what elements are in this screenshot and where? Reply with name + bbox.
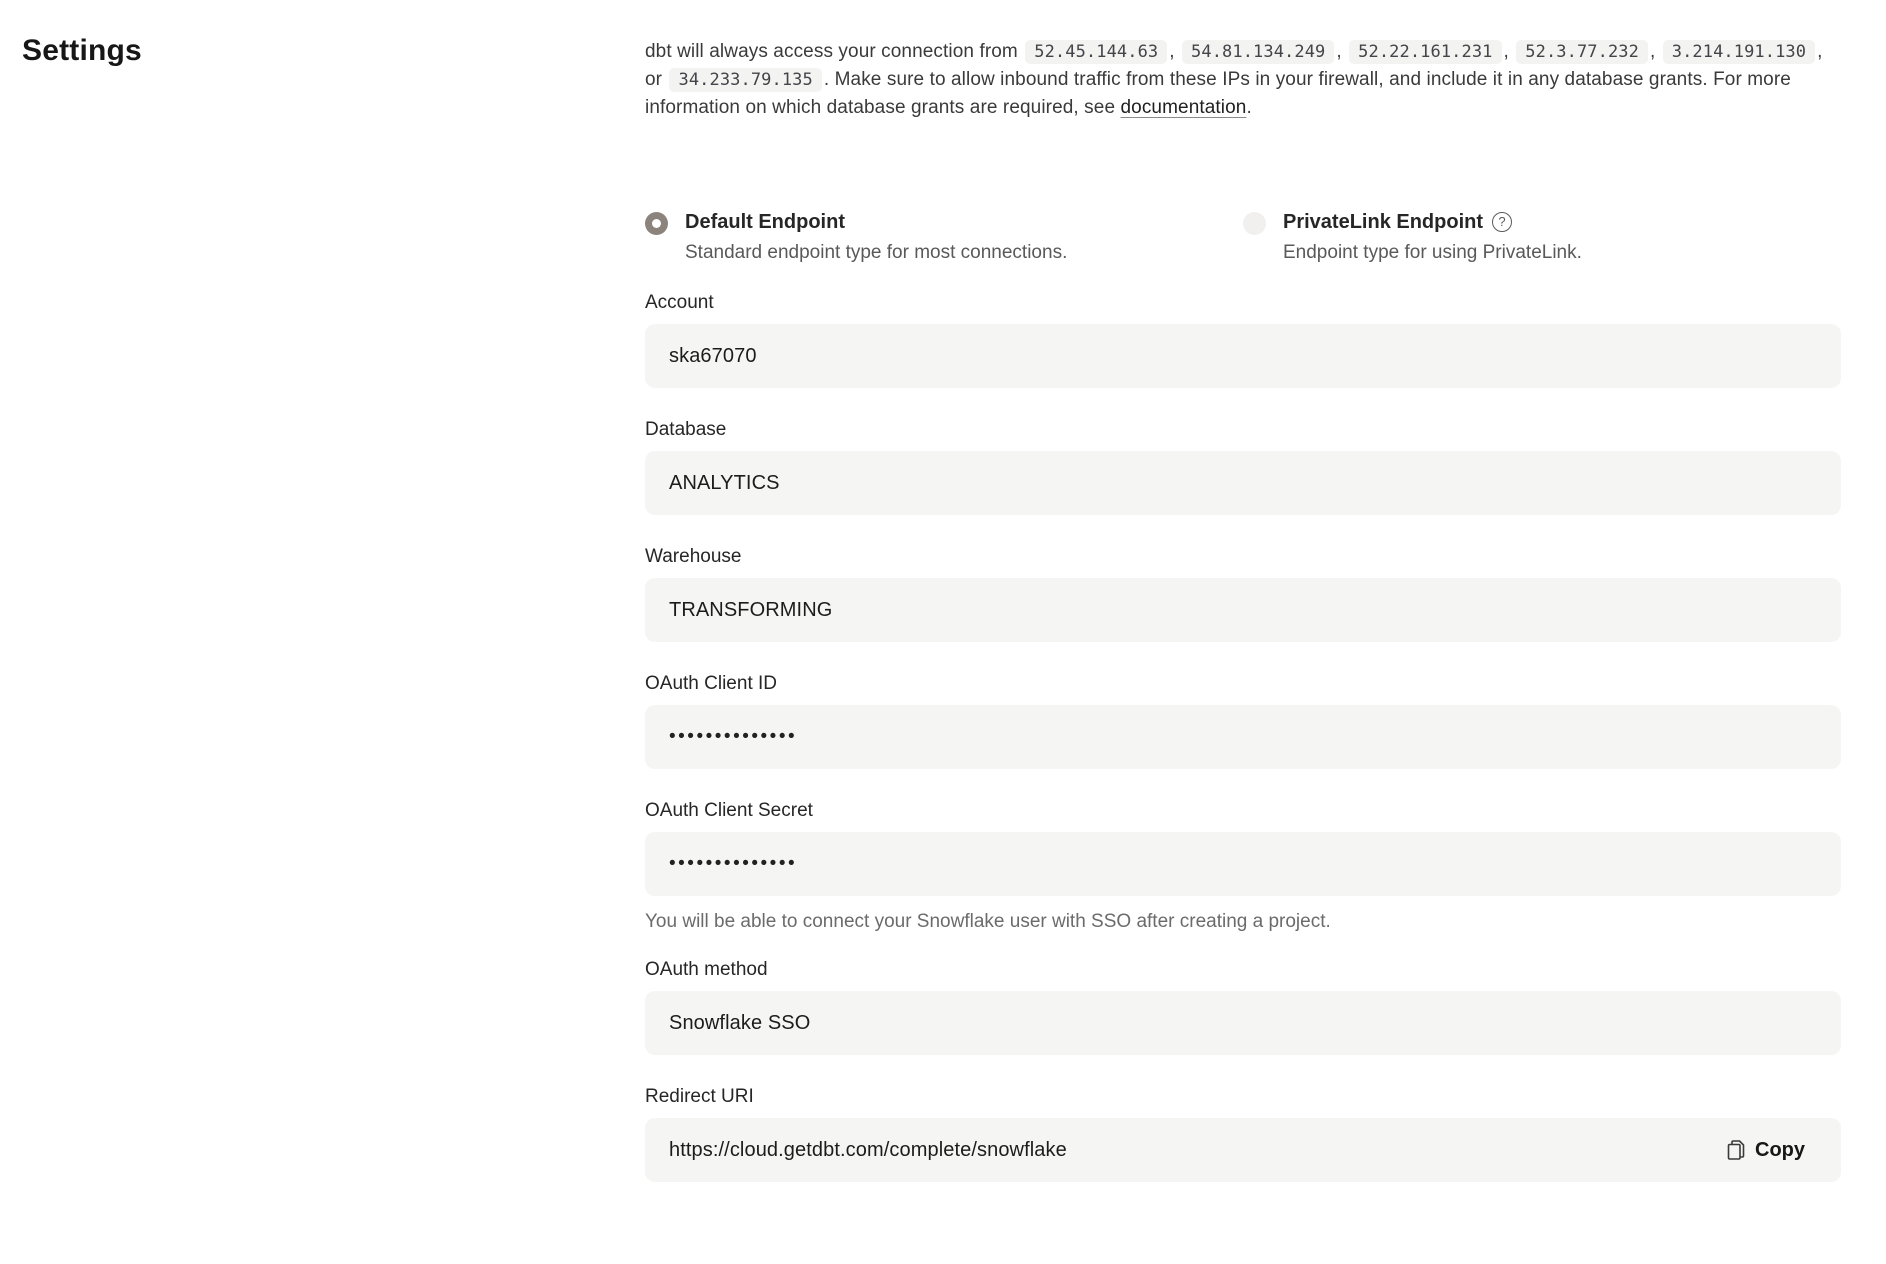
connection-fields: [645, 291, 1841, 1182]
database-input[interactable]: [645, 451, 1841, 515]
oauth-client-secret-masked-value: ••••••••••••••: [669, 853, 798, 874]
intro-text: ,: [1503, 41, 1515, 62]
ip-address-chip: 52.22.161.231: [1349, 40, 1501, 64]
radio-unselected-icon[interactable]: [1243, 212, 1266, 235]
intro-text: ,: [1336, 41, 1348, 62]
redirect-uri-label: Redirect URI: [645, 1086, 754, 1107]
warehouse-label: Warehouse: [645, 546, 742, 567]
database-label: Database: [645, 419, 727, 440]
endpoint-option-title: [1283, 210, 1582, 234]
field-oauth-client-secret: [645, 799, 1841, 934]
intro-text: ,: [1169, 41, 1181, 62]
endpoint-option-label: Default Endpoint: [685, 211, 845, 233]
field-oauth-client-id: [645, 672, 1841, 769]
account-value: ska67070: [669, 344, 757, 367]
oauth-client-secret-input[interactable]: [645, 832, 1841, 896]
oauth-client-id-label: OAuth Client ID: [645, 673, 777, 694]
field-warehouse: [645, 545, 1841, 642]
redirect-uri-input[interactable]: [645, 1118, 1841, 1182]
radio-option-privatelink-endpoint[interactable]: [1243, 210, 1841, 265]
radio-option-text: [685, 210, 1067, 265]
settings-form: [645, 38, 1841, 1212]
endpoint-type-radio-group: [645, 210, 1841, 265]
ip-address-chip: 3.214.191.130: [1663, 40, 1815, 64]
copy-button-label: Copy: [1755, 1138, 1805, 1161]
oauth-client-id-input[interactable]: [645, 705, 1841, 769]
endpoint-option-description: Standard endpoint type for most connections.: [685, 242, 1068, 263]
account-input[interactable]: [645, 324, 1841, 388]
intro-text: . Make sure to allow inbound traffic from these IPs in your firewall, and include it in any database grants. For more information on which database grants are required, see: [645, 69, 1791, 118]
oauth-client-id-masked-value: ••••••••••••••: [669, 726, 798, 747]
page-title: Settings: [22, 34, 142, 67]
warehouse-input[interactable]: [645, 578, 1841, 642]
endpoint-option-description: Endpoint type for using PrivateLink.: [1283, 242, 1582, 263]
copy-button[interactable]: [1726, 1139, 1817, 1162]
oauth-method-input[interactable]: [645, 991, 1841, 1055]
field-account: [645, 291, 1841, 388]
redirect-uri-value: https://cloud.getdbt.com/complete/snowflake: [669, 1138, 1067, 1161]
intro-text: , or: [645, 41, 1823, 90]
oauth-method-value: Snowflake SSO: [669, 1011, 811, 1034]
ip-address-chip: 34.233.79.135: [669, 68, 821, 92]
radio-option-default-endpoint[interactable]: [645, 210, 1243, 265]
field-redirect-uri: [645, 1085, 1841, 1182]
warehouse-value: TRANSFORMING: [669, 598, 833, 621]
intro-text: ,: [1649, 41, 1661, 62]
endpoint-option-title: [685, 210, 1067, 234]
documentation-link[interactable]: documentation: [1120, 97, 1247, 118]
radio-selected-icon[interactable]: [645, 212, 668, 235]
intro-text: dbt will always access your connection from: [645, 41, 1024, 62]
copy-icon: [1726, 1139, 1746, 1161]
endpoint-option-label: PrivateLink Endpoint: [1283, 211, 1484, 233]
ip-address-chip: 52.3.77.232: [1516, 40, 1648, 64]
account-label: Account: [645, 292, 714, 313]
help-circle-icon[interactable]: ?: [1492, 212, 1512, 232]
field-oauth-method: [645, 958, 1841, 1055]
ip-address-chip: 54.81.134.249: [1182, 40, 1334, 64]
intro-paragraph: [645, 38, 1841, 122]
sso-helper-text: You will be able to connect your Snowflake user with SSO after creating a project.: [645, 911, 1331, 932]
intro-text: .: [1246, 97, 1252, 118]
oauth-method-label: OAuth method: [645, 959, 768, 980]
radio-option-text: [1283, 210, 1582, 265]
oauth-client-secret-label: OAuth Client Secret: [645, 800, 813, 821]
field-database: [645, 418, 1841, 515]
database-value: ANALYTICS: [669, 471, 780, 494]
ip-address-chip: 52.45.144.63: [1025, 40, 1167, 64]
